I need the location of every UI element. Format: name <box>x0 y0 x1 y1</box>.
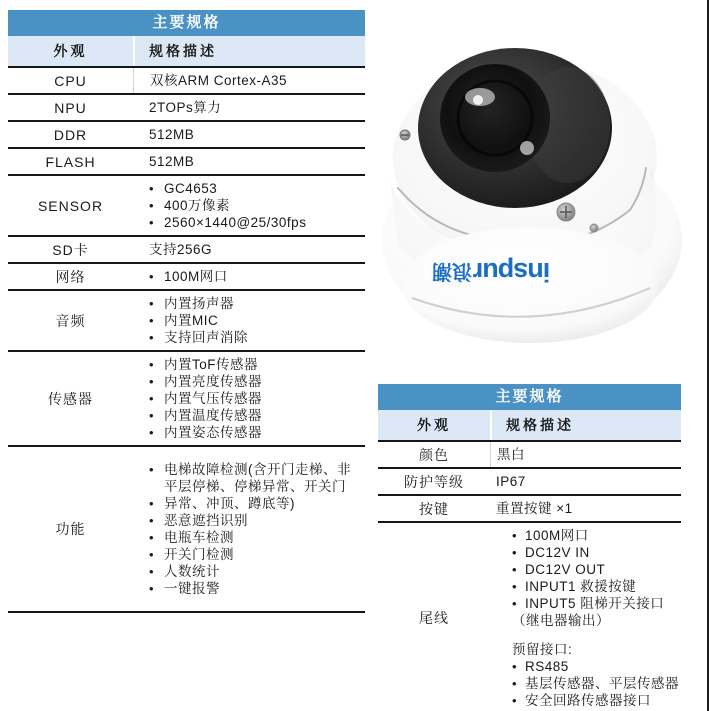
bullet-icon: • <box>512 545 518 560</box>
spec-row-description <box>490 442 681 467</box>
bullet-icon: • <box>149 357 155 372</box>
spec-line <box>490 561 679 578</box>
spec-line <box>133 99 363 116</box>
bullet-icon: • <box>512 676 518 691</box>
spec-line-text: INPUT1 救援按键 <box>525 579 637 594</box>
bullet-icon: • <box>149 530 155 545</box>
spec-line <box>491 446 679 463</box>
left-table-title: 主要规格 <box>8 10 365 36</box>
spec-line <box>490 612 679 629</box>
bullet-icon: • <box>149 496 155 511</box>
spec-line-text: 内置姿态传感器 <box>164 425 262 440</box>
spec-line-text: 重置按键 ×1 <box>496 501 573 516</box>
spec-line <box>133 180 363 197</box>
spec-line <box>490 578 679 595</box>
spec-line <box>490 629 679 641</box>
spec-line-text: 100M网口 <box>525 528 589 543</box>
spec-line-text: 人数统计 <box>164 564 220 579</box>
spec-row-label: CPU <box>54 72 87 89</box>
spec-row-description <box>133 176 365 235</box>
bullet-icon: • <box>149 313 155 328</box>
spec-row-label: 传感器 <box>48 390 93 407</box>
spec-row-description <box>133 291 365 350</box>
spec-row-description <box>133 264 365 289</box>
spec-row-description <box>133 447 365 611</box>
spec-row-label: SENSOR <box>37 197 104 214</box>
spec-line <box>133 563 363 580</box>
spec-line-text: 512MB <box>149 127 195 142</box>
spec-line-text: 一键报警 <box>164 581 220 596</box>
bullet-icon: • <box>512 562 518 577</box>
spec-row-button <box>378 496 681 523</box>
bullet-icon: • <box>512 659 518 674</box>
spec-row-color <box>378 442 681 469</box>
left-table-rows <box>8 68 365 613</box>
right-col1-header: 外观 <box>417 417 451 433</box>
spec-line-text: 黑白 <box>497 447 525 462</box>
spec-line-text: 内置ToF传感器 <box>164 357 259 372</box>
bullet-icon: • <box>149 547 155 562</box>
spec-line <box>133 546 363 563</box>
left-table-subheader <box>8 36 365 68</box>
spec-line <box>490 473 679 490</box>
right-col2-header: 规格描述 <box>490 410 681 440</box>
spec-line <box>133 214 363 231</box>
spec-line-text: 512MB <box>149 154 195 169</box>
left-spec-table <box>8 10 365 613</box>
spec-line <box>490 527 679 544</box>
bullet-icon: • <box>149 215 155 230</box>
spec-line-text: 2560×1440@25/30fps <box>164 215 307 230</box>
spec-line-text: RS485 <box>525 659 569 674</box>
spec-line <box>133 495 363 512</box>
spec-line <box>490 641 679 658</box>
spec-row-cpu <box>8 68 365 95</box>
spec-line <box>133 295 363 312</box>
spec-line-text: 电梯故障检测(含开门走梯、非平层停梯、停梯异常、开关门 <box>164 462 351 494</box>
spec-line-text: 恶意遮挡识别 <box>164 513 248 528</box>
spec-row-sensors <box>8 352 365 447</box>
spec-line-text: GC4653 <box>164 181 218 196</box>
small-screw <box>590 224 598 232</box>
spec-row-functions <box>8 447 365 613</box>
bullet-icon: • <box>149 374 155 389</box>
spec-row-flash <box>8 149 365 176</box>
spec-line <box>133 153 363 170</box>
spec-row-label: DDR <box>53 126 88 143</box>
spec-line-text: 内置气压传感器 <box>164 391 262 406</box>
spec-row-description <box>490 523 681 711</box>
spec-line-text: 异常、冲顶、蹲底等) <box>164 496 295 511</box>
bullet-icon: • <box>149 198 155 213</box>
spec-row-ddr <box>8 122 365 149</box>
spec-line <box>133 461 363 495</box>
spec-row-label: 颜色 <box>419 446 449 463</box>
bullet-icon: • <box>512 528 518 543</box>
spec-row-description <box>133 149 365 174</box>
spec-line <box>490 595 679 612</box>
camera-product-image <box>380 40 695 350</box>
spec-row-label: 音频 <box>55 312 86 329</box>
bullet-icon: • <box>149 581 155 596</box>
right-table-subheader <box>378 410 681 442</box>
spec-line <box>133 512 363 529</box>
brand-logo-cn: 浪潮 <box>432 260 472 282</box>
spec-line-text: 双核ARM Cortex-A35 <box>150 73 288 88</box>
bullet-icon: • <box>149 513 155 528</box>
spec-line-text: 电瓶车检测 <box>164 530 234 545</box>
spec-row-label: 网络 <box>55 268 86 285</box>
spec-row-description <box>133 352 365 445</box>
dome-camera-illustration <box>380 40 695 350</box>
spec-line <box>133 268 363 285</box>
bullet-icon: • <box>512 579 518 594</box>
spec-line <box>490 692 679 709</box>
brand-logo-latin: inspur <box>473 257 551 287</box>
spec-line <box>490 658 679 675</box>
right-spec-table <box>378 384 681 711</box>
spec-line <box>133 390 363 407</box>
spec-line-text: 内置温度传感器 <box>164 408 262 423</box>
spec-row-sensor <box>8 176 365 237</box>
spec-row-network <box>8 264 365 291</box>
lens-highlight-spot <box>473 95 483 105</box>
spec-row-description <box>133 237 365 262</box>
spec-line <box>133 373 363 390</box>
bullet-icon: • <box>512 693 518 708</box>
spec-row-pigtail <box>378 523 681 711</box>
bullet-icon: • <box>149 462 155 477</box>
right-table-title: 主要规格 <box>378 384 681 410</box>
spec-line-text: 安全回路传感器接口 <box>525 693 651 708</box>
spec-line <box>133 329 363 346</box>
spec-line-text: INPUT5 阻梯开关接口 <box>525 596 665 611</box>
bullet-icon: • <box>149 296 155 311</box>
spec-line-text: 支持回声消除 <box>164 330 248 345</box>
bullet-icon: • <box>149 181 155 196</box>
spec-line-text: 预留接口: <box>512 642 573 657</box>
spec-row-label: 按键 <box>419 500 449 517</box>
spec-row-label: 防护等级 <box>404 473 464 490</box>
bullet-icon: • <box>149 269 155 284</box>
spec-line <box>490 500 679 517</box>
spec-line-text: IP67 <box>496 474 526 489</box>
spec-line-text: 400万像素 <box>164 198 231 213</box>
dome-highlight-spot <box>520 141 534 155</box>
spec-line <box>133 126 363 143</box>
bullet-icon: • <box>149 391 155 406</box>
spec-row-description <box>133 68 365 93</box>
brand-logo <box>432 257 550 287</box>
spec-row-label: FLASH <box>45 153 96 170</box>
spec-row-description <box>490 469 681 494</box>
spec-line-text: 支持256G <box>149 242 213 257</box>
spec-line-text: 开关门检测 <box>164 547 234 562</box>
spec-row-protection <box>378 469 681 496</box>
bullet-icon: • <box>149 330 155 345</box>
spec-line-text: 内置MIC <box>164 313 219 328</box>
bullet-icon: • <box>512 596 518 611</box>
spec-row-npu <box>8 95 365 122</box>
spec-line-text: DC12V OUT <box>525 562 606 577</box>
spec-line-text: 内置亮度传感器 <box>164 374 262 389</box>
spec-line <box>133 241 363 258</box>
spec-row-label: 尾线 <box>419 610 449 626</box>
spec-row-description <box>490 496 681 521</box>
bullet-icon: • <box>149 425 155 440</box>
spec-line-text: （继电器输出） <box>512 613 610 628</box>
spec-line <box>133 197 363 214</box>
spec-line <box>133 424 363 441</box>
spec-line-text: 2TOPs算力 <box>149 100 222 115</box>
spec-line <box>490 675 679 692</box>
spec-line-text: 100M网口 <box>164 269 228 284</box>
spec-row-sd-card <box>8 237 365 264</box>
spec-line-text: DC12V IN <box>525 545 590 560</box>
spec-line <box>133 407 363 424</box>
page-right-border <box>707 0 709 711</box>
spec-line-text: 基层传感器、平层传感器 <box>525 676 679 691</box>
left-col1-header: 外观 <box>53 43 88 59</box>
spec-row-label: NPU <box>54 99 87 116</box>
spec-line <box>133 312 363 329</box>
bullet-icon: • <box>149 408 155 423</box>
spec-row-label: 功能 <box>55 521 86 537</box>
bullet-icon: • <box>149 564 155 579</box>
spec-row-label: SD卡 <box>52 241 89 258</box>
left-col2-header: 规格描述 <box>133 36 365 66</box>
spec-row-audio <box>8 291 365 352</box>
spec-line <box>134 72 363 89</box>
spec-row-description <box>133 95 365 120</box>
spec-line <box>133 529 363 546</box>
spec-line <box>490 544 679 561</box>
spec-line <box>133 356 363 373</box>
spec-line <box>133 580 363 597</box>
spec-line-text: 内置扬声器 <box>164 296 234 311</box>
right-table-rows <box>378 442 681 711</box>
spec-row-description <box>133 122 365 147</box>
